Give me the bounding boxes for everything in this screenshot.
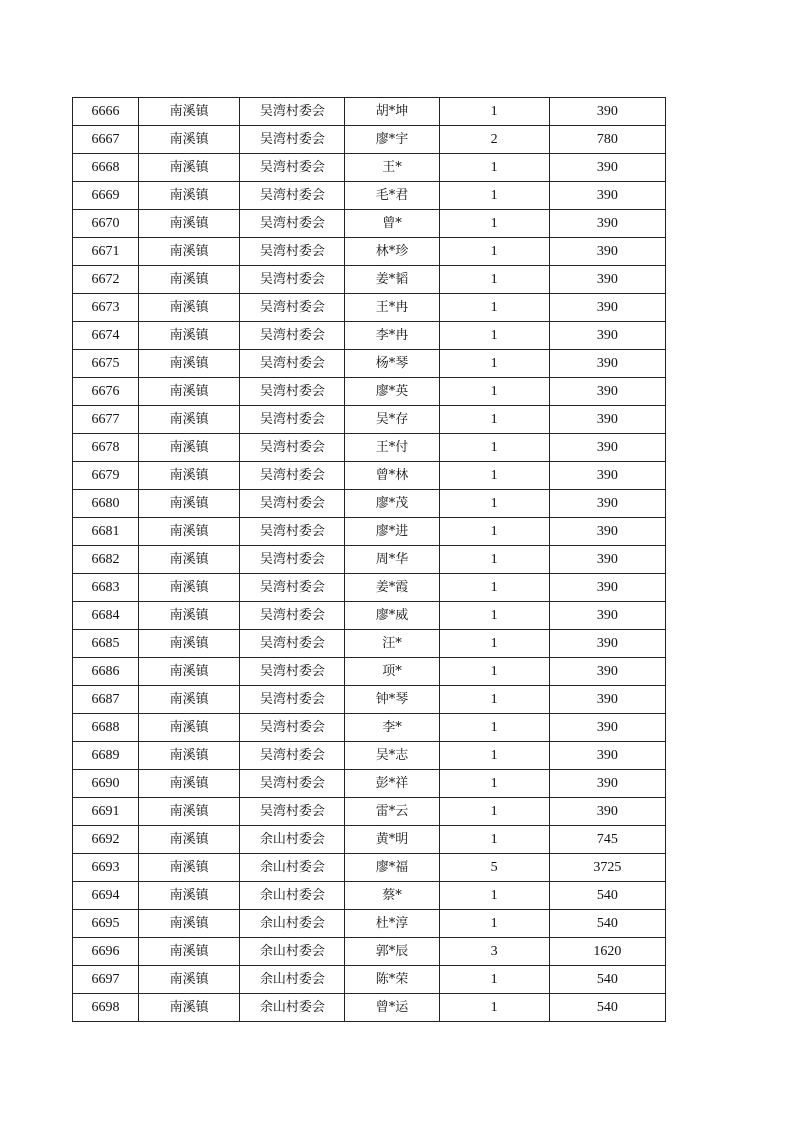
town-cell: 南溪镇 (139, 910, 240, 938)
serial-number-cell: 6668 (73, 154, 139, 182)
village-committee-cell: 吴湾村委会 (240, 350, 345, 378)
table-row (73, 882, 666, 910)
count-cell: 1 (439, 350, 549, 378)
amount-cell: 390 (549, 714, 665, 742)
table-row (73, 714, 666, 742)
name-cell: 吴*志 (345, 742, 439, 770)
table-row (73, 126, 666, 154)
count-cell: 1 (439, 798, 549, 826)
amount-cell: 3725 (549, 854, 665, 882)
count-cell: 1 (439, 882, 549, 910)
town-cell: 南溪镇 (139, 238, 240, 266)
serial-number-cell: 6667 (73, 126, 139, 154)
serial-number-cell: 6677 (73, 406, 139, 434)
amount-cell: 390 (549, 546, 665, 574)
town-cell: 南溪镇 (139, 210, 240, 238)
serial-number-cell: 6678 (73, 434, 139, 462)
count-cell: 1 (439, 322, 549, 350)
village-committee-cell: 吴湾村委会 (240, 742, 345, 770)
serial-number-cell: 6690 (73, 770, 139, 798)
village-committee-cell: 吴湾村委会 (240, 126, 345, 154)
village-committee-cell: 余山村委会 (240, 882, 345, 910)
village-committee-cell: 吴湾村委会 (240, 602, 345, 630)
town-cell: 南溪镇 (139, 98, 240, 126)
count-cell: 1 (439, 378, 549, 406)
name-cell: 王*冉 (345, 294, 439, 322)
count-cell: 2 (439, 126, 549, 154)
town-cell: 南溪镇 (139, 322, 240, 350)
table-row (73, 994, 666, 1022)
name-cell: 廖*宇 (345, 126, 439, 154)
town-cell: 南溪镇 (139, 154, 240, 182)
name-cell: 彭*祥 (345, 770, 439, 798)
count-cell: 1 (439, 294, 549, 322)
town-cell: 南溪镇 (139, 490, 240, 518)
name-cell: 廖*福 (345, 854, 439, 882)
count-cell: 1 (439, 406, 549, 434)
village-committee-cell: 吴湾村委会 (240, 630, 345, 658)
data-table (72, 97, 666, 1022)
village-committee-cell: 吴湾村委会 (240, 770, 345, 798)
amount-cell: 390 (549, 602, 665, 630)
serial-number-cell: 6666 (73, 98, 139, 126)
table-row (73, 826, 666, 854)
serial-number-cell: 6681 (73, 518, 139, 546)
town-cell: 南溪镇 (139, 938, 240, 966)
serial-number-cell: 6680 (73, 490, 139, 518)
table-row (73, 210, 666, 238)
table-row (73, 574, 666, 602)
serial-number-cell: 6695 (73, 910, 139, 938)
amount-cell: 390 (549, 798, 665, 826)
serial-number-cell: 6673 (73, 294, 139, 322)
town-cell: 南溪镇 (139, 770, 240, 798)
town-cell: 南溪镇 (139, 462, 240, 490)
amount-cell: 390 (549, 630, 665, 658)
amount-cell: 390 (549, 182, 665, 210)
serial-number-cell: 6693 (73, 854, 139, 882)
village-committee-cell: 吴湾村委会 (240, 322, 345, 350)
town-cell: 南溪镇 (139, 378, 240, 406)
table-row (73, 238, 666, 266)
village-committee-cell: 吴湾村委会 (240, 98, 345, 126)
table-row (73, 154, 666, 182)
serial-number-cell: 6692 (73, 826, 139, 854)
name-cell: 杨*琴 (345, 350, 439, 378)
town-cell: 南溪镇 (139, 126, 240, 154)
table-row (73, 742, 666, 770)
count-cell: 1 (439, 490, 549, 518)
amount-cell: 390 (549, 658, 665, 686)
town-cell: 南溪镇 (139, 742, 240, 770)
village-committee-cell: 吴湾村委会 (240, 546, 345, 574)
name-cell: 林*珍 (345, 238, 439, 266)
count-cell: 1 (439, 770, 549, 798)
table-row (73, 910, 666, 938)
amount-cell: 390 (549, 238, 665, 266)
amount-cell: 390 (549, 350, 665, 378)
town-cell: 南溪镇 (139, 966, 240, 994)
town-cell: 南溪镇 (139, 266, 240, 294)
village-committee-cell: 吴湾村委会 (240, 462, 345, 490)
amount-cell: 390 (549, 770, 665, 798)
town-cell: 南溪镇 (139, 630, 240, 658)
serial-number-cell: 6674 (73, 322, 139, 350)
count-cell: 1 (439, 238, 549, 266)
name-cell: 姜*霞 (345, 574, 439, 602)
table-row (73, 462, 666, 490)
table-row (73, 798, 666, 826)
village-committee-cell: 余山村委会 (240, 966, 345, 994)
village-committee-cell: 吴湾村委会 (240, 434, 345, 462)
count-cell: 5 (439, 854, 549, 882)
amount-cell: 390 (549, 98, 665, 126)
table-row (73, 350, 666, 378)
serial-number-cell: 6672 (73, 266, 139, 294)
name-cell: 姜*韬 (345, 266, 439, 294)
table-row (73, 294, 666, 322)
village-committee-cell: 吴湾村委会 (240, 714, 345, 742)
table-row (73, 182, 666, 210)
serial-number-cell: 6676 (73, 378, 139, 406)
name-cell: 周*华 (345, 546, 439, 574)
count-cell: 1 (439, 154, 549, 182)
name-cell: 王* (345, 154, 439, 182)
count-cell: 1 (439, 518, 549, 546)
name-cell: 毛*君 (345, 182, 439, 210)
table-row (73, 518, 666, 546)
serial-number-cell: 6682 (73, 546, 139, 574)
amount-cell: 390 (549, 322, 665, 350)
village-committee-cell: 吴湾村委会 (240, 182, 345, 210)
count-cell: 1 (439, 462, 549, 490)
table-row (73, 686, 666, 714)
village-committee-cell: 吴湾村委会 (240, 266, 345, 294)
village-committee-cell: 余山村委会 (240, 910, 345, 938)
village-committee-cell: 余山村委会 (240, 854, 345, 882)
count-cell: 1 (439, 826, 549, 854)
amount-cell: 390 (549, 154, 665, 182)
count-cell: 1 (439, 910, 549, 938)
name-cell: 王*付 (345, 434, 439, 462)
serial-number-cell: 6683 (73, 574, 139, 602)
table-row (73, 406, 666, 434)
count-cell: 1 (439, 630, 549, 658)
village-committee-cell: 吴湾村委会 (240, 210, 345, 238)
count-cell: 1 (439, 602, 549, 630)
name-cell: 钟*琴 (345, 686, 439, 714)
table-row (73, 378, 666, 406)
town-cell: 南溪镇 (139, 574, 240, 602)
village-committee-cell: 吴湾村委会 (240, 378, 345, 406)
amount-cell: 390 (549, 266, 665, 294)
amount-cell: 390 (549, 210, 665, 238)
amount-cell: 390 (549, 490, 665, 518)
village-committee-cell: 吴湾村委会 (240, 154, 345, 182)
amount-cell: 390 (549, 378, 665, 406)
amount-cell: 390 (549, 742, 665, 770)
town-cell: 南溪镇 (139, 546, 240, 574)
table-row (73, 322, 666, 350)
table-row (73, 98, 666, 126)
village-committee-cell: 吴湾村委会 (240, 518, 345, 546)
town-cell: 南溪镇 (139, 714, 240, 742)
table-row (73, 602, 666, 630)
name-cell: 曾* (345, 210, 439, 238)
table-row (73, 770, 666, 798)
serial-number-cell: 6670 (73, 210, 139, 238)
name-cell: 蔡* (345, 882, 439, 910)
table-row (73, 966, 666, 994)
count-cell: 1 (439, 266, 549, 294)
count-cell: 1 (439, 210, 549, 238)
serial-number-cell: 6687 (73, 686, 139, 714)
village-committee-cell: 吴湾村委会 (240, 406, 345, 434)
amount-cell: 745 (549, 826, 665, 854)
count-cell: 1 (439, 574, 549, 602)
count-cell: 1 (439, 434, 549, 462)
town-cell: 南溪镇 (139, 686, 240, 714)
serial-number-cell: 6679 (73, 462, 139, 490)
amount-cell: 390 (549, 462, 665, 490)
serial-number-cell: 6675 (73, 350, 139, 378)
amount-cell: 390 (549, 406, 665, 434)
town-cell: 南溪镇 (139, 434, 240, 462)
town-cell: 南溪镇 (139, 406, 240, 434)
village-committee-cell: 吴湾村委会 (240, 798, 345, 826)
count-cell: 3 (439, 938, 549, 966)
amount-cell: 540 (549, 910, 665, 938)
serial-number-cell: 6686 (73, 658, 139, 686)
name-cell: 廖*威 (345, 602, 439, 630)
table-row (73, 490, 666, 518)
table-row (73, 266, 666, 294)
count-cell: 1 (439, 658, 549, 686)
town-cell: 南溪镇 (139, 854, 240, 882)
village-committee-cell: 余山村委会 (240, 994, 345, 1022)
table-body (73, 98, 666, 1022)
serial-number-cell: 6684 (73, 602, 139, 630)
serial-number-cell: 6691 (73, 798, 139, 826)
amount-cell: 390 (549, 518, 665, 546)
town-cell: 南溪镇 (139, 882, 240, 910)
count-cell: 1 (439, 98, 549, 126)
count-cell: 1 (439, 714, 549, 742)
table-row (73, 434, 666, 462)
village-committee-cell: 吴湾村委会 (240, 574, 345, 602)
amount-cell: 390 (549, 294, 665, 322)
town-cell: 南溪镇 (139, 602, 240, 630)
name-cell: 李*冉 (345, 322, 439, 350)
serial-number-cell: 6697 (73, 966, 139, 994)
town-cell: 南溪镇 (139, 994, 240, 1022)
name-cell: 廖*英 (345, 378, 439, 406)
serial-number-cell: 6689 (73, 742, 139, 770)
town-cell: 南溪镇 (139, 826, 240, 854)
amount-cell: 1620 (549, 938, 665, 966)
name-cell: 雷*云 (345, 798, 439, 826)
town-cell: 南溪镇 (139, 350, 240, 378)
name-cell: 项* (345, 658, 439, 686)
table-row (73, 630, 666, 658)
name-cell: 陈*荣 (345, 966, 439, 994)
village-committee-cell: 余山村委会 (240, 938, 345, 966)
town-cell: 南溪镇 (139, 294, 240, 322)
name-cell: 廖*进 (345, 518, 439, 546)
name-cell: 曾*运 (345, 994, 439, 1022)
village-committee-cell: 吴湾村委会 (240, 686, 345, 714)
village-committee-cell: 吴湾村委会 (240, 294, 345, 322)
name-cell: 郭*辰 (345, 938, 439, 966)
name-cell: 汪* (345, 630, 439, 658)
table-row (73, 938, 666, 966)
town-cell: 南溪镇 (139, 798, 240, 826)
count-cell: 1 (439, 546, 549, 574)
amount-cell: 390 (549, 434, 665, 462)
serial-number-cell: 6688 (73, 714, 139, 742)
village-committee-cell: 吴湾村委会 (240, 490, 345, 518)
count-cell: 1 (439, 182, 549, 210)
count-cell: 1 (439, 966, 549, 994)
town-cell: 南溪镇 (139, 518, 240, 546)
village-committee-cell: 吴湾村委会 (240, 238, 345, 266)
town-cell: 南溪镇 (139, 658, 240, 686)
village-committee-cell: 余山村委会 (240, 826, 345, 854)
count-cell: 1 (439, 742, 549, 770)
name-cell: 曾*林 (345, 462, 439, 490)
table-row (73, 854, 666, 882)
name-cell: 李* (345, 714, 439, 742)
village-committee-cell: 吴湾村委会 (240, 658, 345, 686)
name-cell: 廖*茂 (345, 490, 439, 518)
serial-number-cell: 6698 (73, 994, 139, 1022)
amount-cell: 540 (549, 966, 665, 994)
count-cell: 1 (439, 686, 549, 714)
amount-cell: 540 (549, 994, 665, 1022)
town-cell: 南溪镇 (139, 182, 240, 210)
amount-cell: 780 (549, 126, 665, 154)
name-cell: 吴*存 (345, 406, 439, 434)
amount-cell: 390 (549, 574, 665, 602)
serial-number-cell: 6669 (73, 182, 139, 210)
count-cell: 1 (439, 994, 549, 1022)
table-row (73, 546, 666, 574)
amount-cell: 540 (549, 882, 665, 910)
serial-number-cell: 6671 (73, 238, 139, 266)
name-cell: 黄*明 (345, 826, 439, 854)
serial-number-cell: 6685 (73, 630, 139, 658)
serial-number-cell: 6696 (73, 938, 139, 966)
table-row (73, 658, 666, 686)
name-cell: 胡*坤 (345, 98, 439, 126)
name-cell: 杜*淳 (345, 910, 439, 938)
serial-number-cell: 6694 (73, 882, 139, 910)
amount-cell: 390 (549, 686, 665, 714)
